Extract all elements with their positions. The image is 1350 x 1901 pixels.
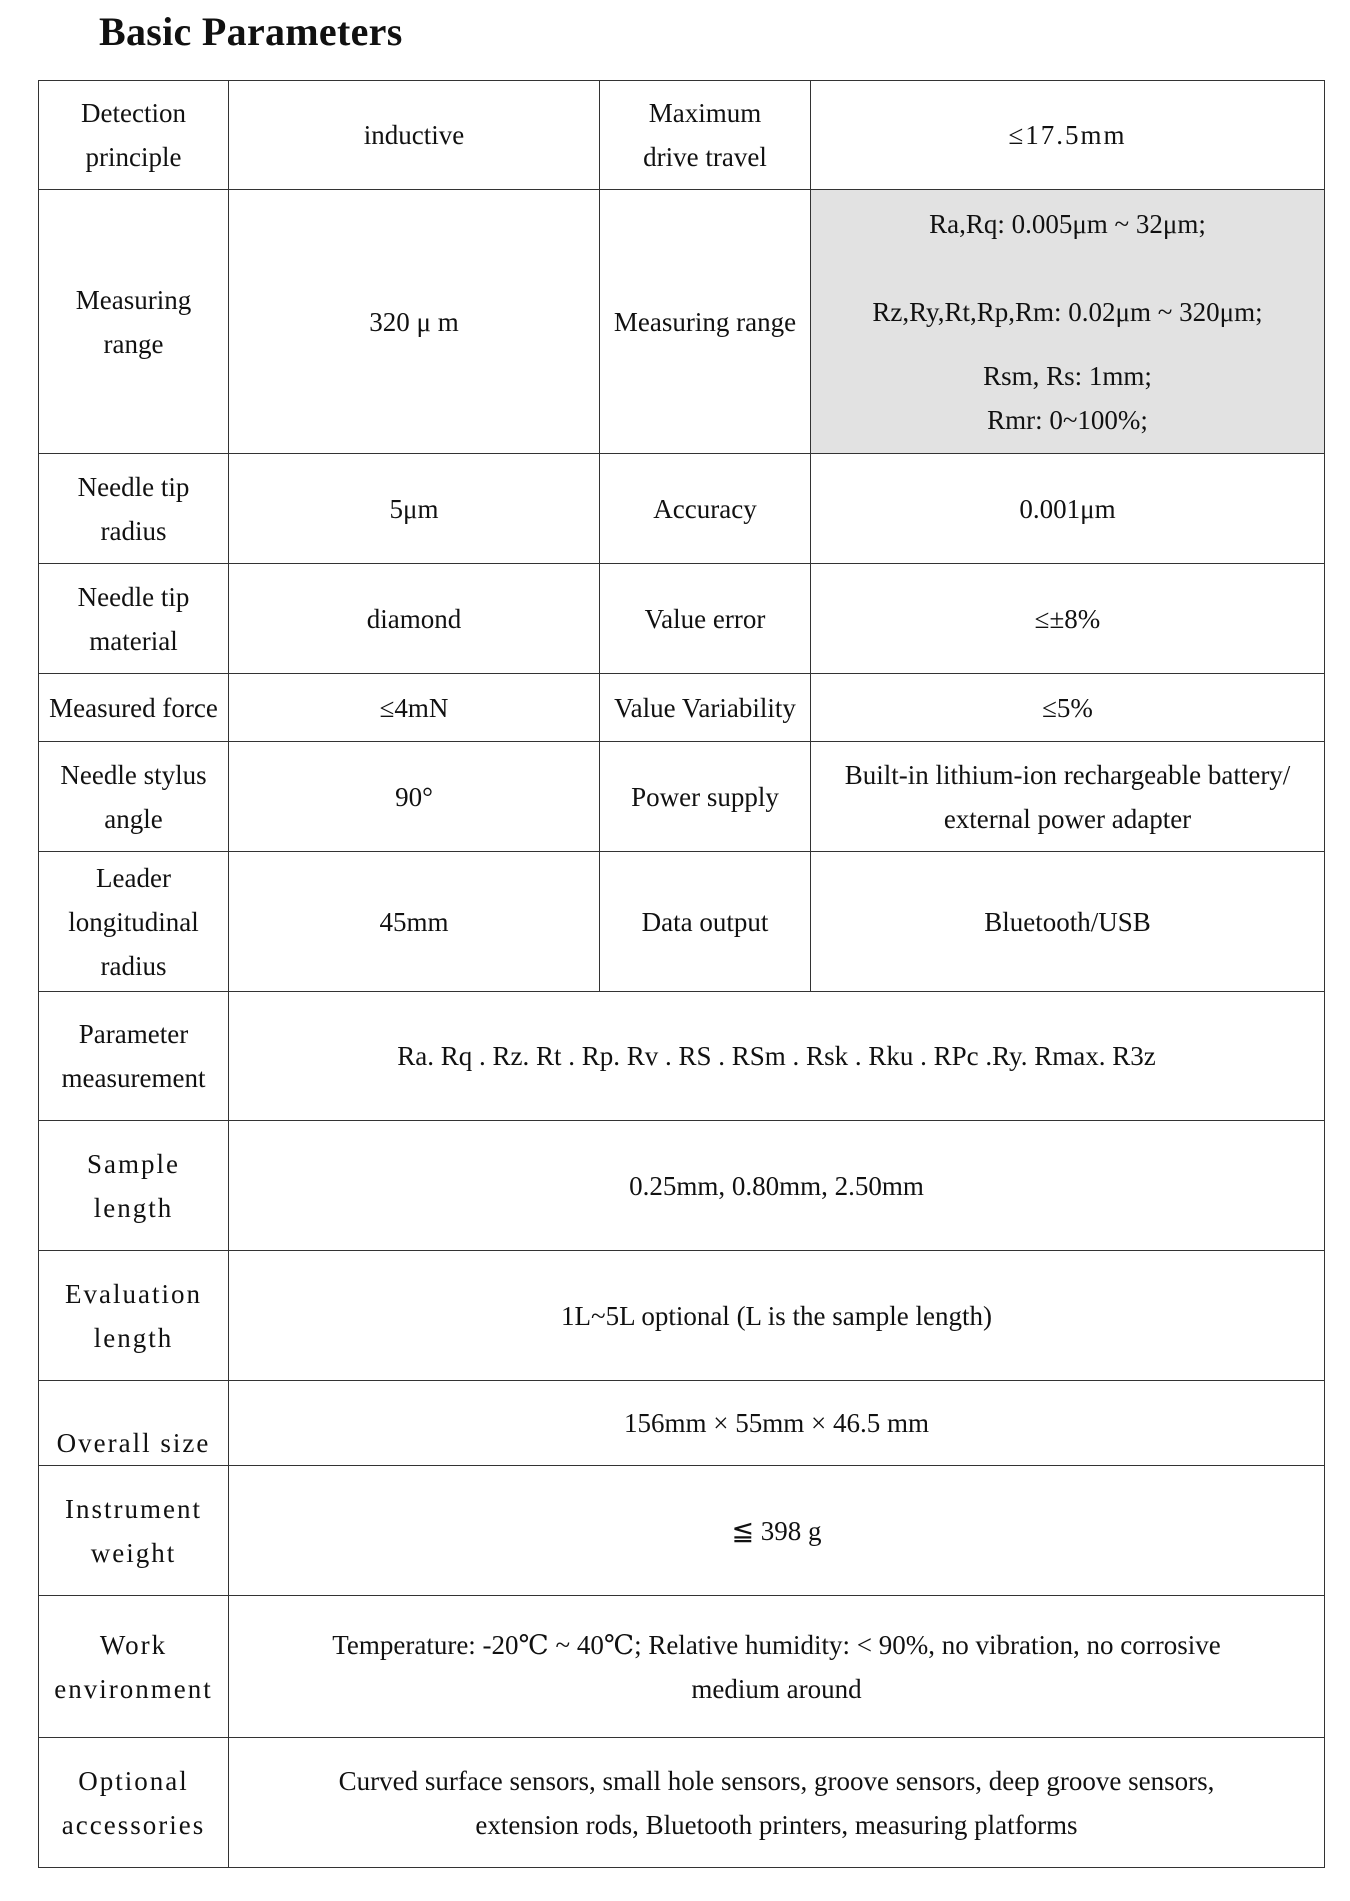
row-value: 5μm: [229, 454, 600, 564]
row-label: Accuracy: [600, 454, 811, 564]
range-line: Ra,Rq: 0.005μm ~ 32μm;: [929, 208, 1206, 239]
table-row: [39, 1381, 1325, 1466]
row-value: ≤17.5mm: [811, 81, 1325, 190]
row-value: Ra. Rq . Rz. Rt . Rp. Rv . RS . RSm . Rsk . Rku . RPc .Ry. Rmax. R3z: [229, 992, 1325, 1121]
row-value: 45mm: [229, 852, 600, 992]
range-line: Rsm, Rs: 1mm;: [983, 360, 1152, 391]
table-row: [39, 852, 1325, 992]
row-label: Work environment: [39, 1596, 229, 1738]
row-value: ≤5%: [811, 674, 1325, 742]
row-label: Needle stylus angle: [39, 742, 229, 852]
table-row: [39, 1251, 1325, 1381]
row-value: 0.25mm, 0.80mm, 2.50mm: [229, 1121, 1325, 1251]
page-title: Basic Parameters: [99, 9, 403, 54]
table-row: [39, 190, 1325, 454]
table-row: [39, 1121, 1325, 1251]
row-value: Bluetooth/USB: [811, 852, 1325, 992]
row-value: ≤4mN: [229, 674, 600, 742]
row-label: Power supply: [600, 742, 811, 852]
row-label: Sample length: [39, 1121, 229, 1251]
basic-parameters-table: [38, 80, 1325, 1868]
row-label: Detection principle: [39, 81, 229, 190]
row-label: Measured force: [39, 674, 229, 742]
row-label: Leader longitudinal radius: [39, 852, 229, 992]
row-label: Instrument weight: [39, 1466, 229, 1596]
row-label: Evaluation length: [39, 1251, 229, 1381]
row-value: Temperature: -20℃ ~ 40℃; Relative humidity: < 90%, no vibration, no corrosive medium around: [229, 1596, 1325, 1738]
row-label: Data output: [600, 852, 811, 992]
row-value: 0.001μm: [811, 454, 1325, 564]
row-label: Measuring range: [600, 190, 811, 454]
table-row: [39, 564, 1325, 674]
row-value: diamond: [229, 564, 600, 674]
row-value: ≦ 398 g: [229, 1466, 1325, 1596]
range-line: Rmr: 0~100%;: [987, 404, 1148, 435]
row-label: Maximum drive travel: [600, 81, 811, 190]
row-value: 90°: [229, 742, 600, 852]
table-row: [39, 992, 1325, 1121]
row-value: 1L~5L optional (L is the sample length): [229, 1251, 1325, 1381]
row-value: inductive: [229, 81, 600, 190]
row-label: Needle tip radius: [39, 454, 229, 564]
table-row: [39, 454, 1325, 564]
row-value: ≤±8%: [811, 564, 1325, 674]
range-line: Rz,Ry,Rt,Rp,Rm: 0.02μm ~ 320μm;: [872, 296, 1263, 327]
table-row: [39, 81, 1325, 190]
table-row: [39, 742, 1325, 852]
row-label: Needle tip material: [39, 564, 229, 674]
row-label: Measuring range: [39, 190, 229, 454]
row-value: 320 μ m: [229, 190, 600, 454]
row-label: Parameter measurement: [39, 992, 229, 1121]
row-value: Curved surface sensors, small hole sensors, groove sensors, deep groove sensors, extension rods, Bluetooth printers, measuring platforms: [229, 1738, 1325, 1868]
table-row: [39, 674, 1325, 742]
row-label: Value error: [600, 564, 811, 674]
row-label: Overall size: [39, 1381, 229, 1466]
table-row: [39, 1466, 1325, 1596]
table-row: [39, 1596, 1325, 1738]
measuring-range-values: [811, 190, 1325, 454]
row-label: Value Variability: [600, 674, 811, 742]
table-row: [39, 1738, 1325, 1868]
row-value: Built-in lithium-ion rechargeable battery/ external power adapter: [811, 742, 1325, 852]
row-label: Optional accessories: [39, 1738, 229, 1868]
row-value: 156mm × 55mm × 46.5 mm: [229, 1381, 1325, 1466]
